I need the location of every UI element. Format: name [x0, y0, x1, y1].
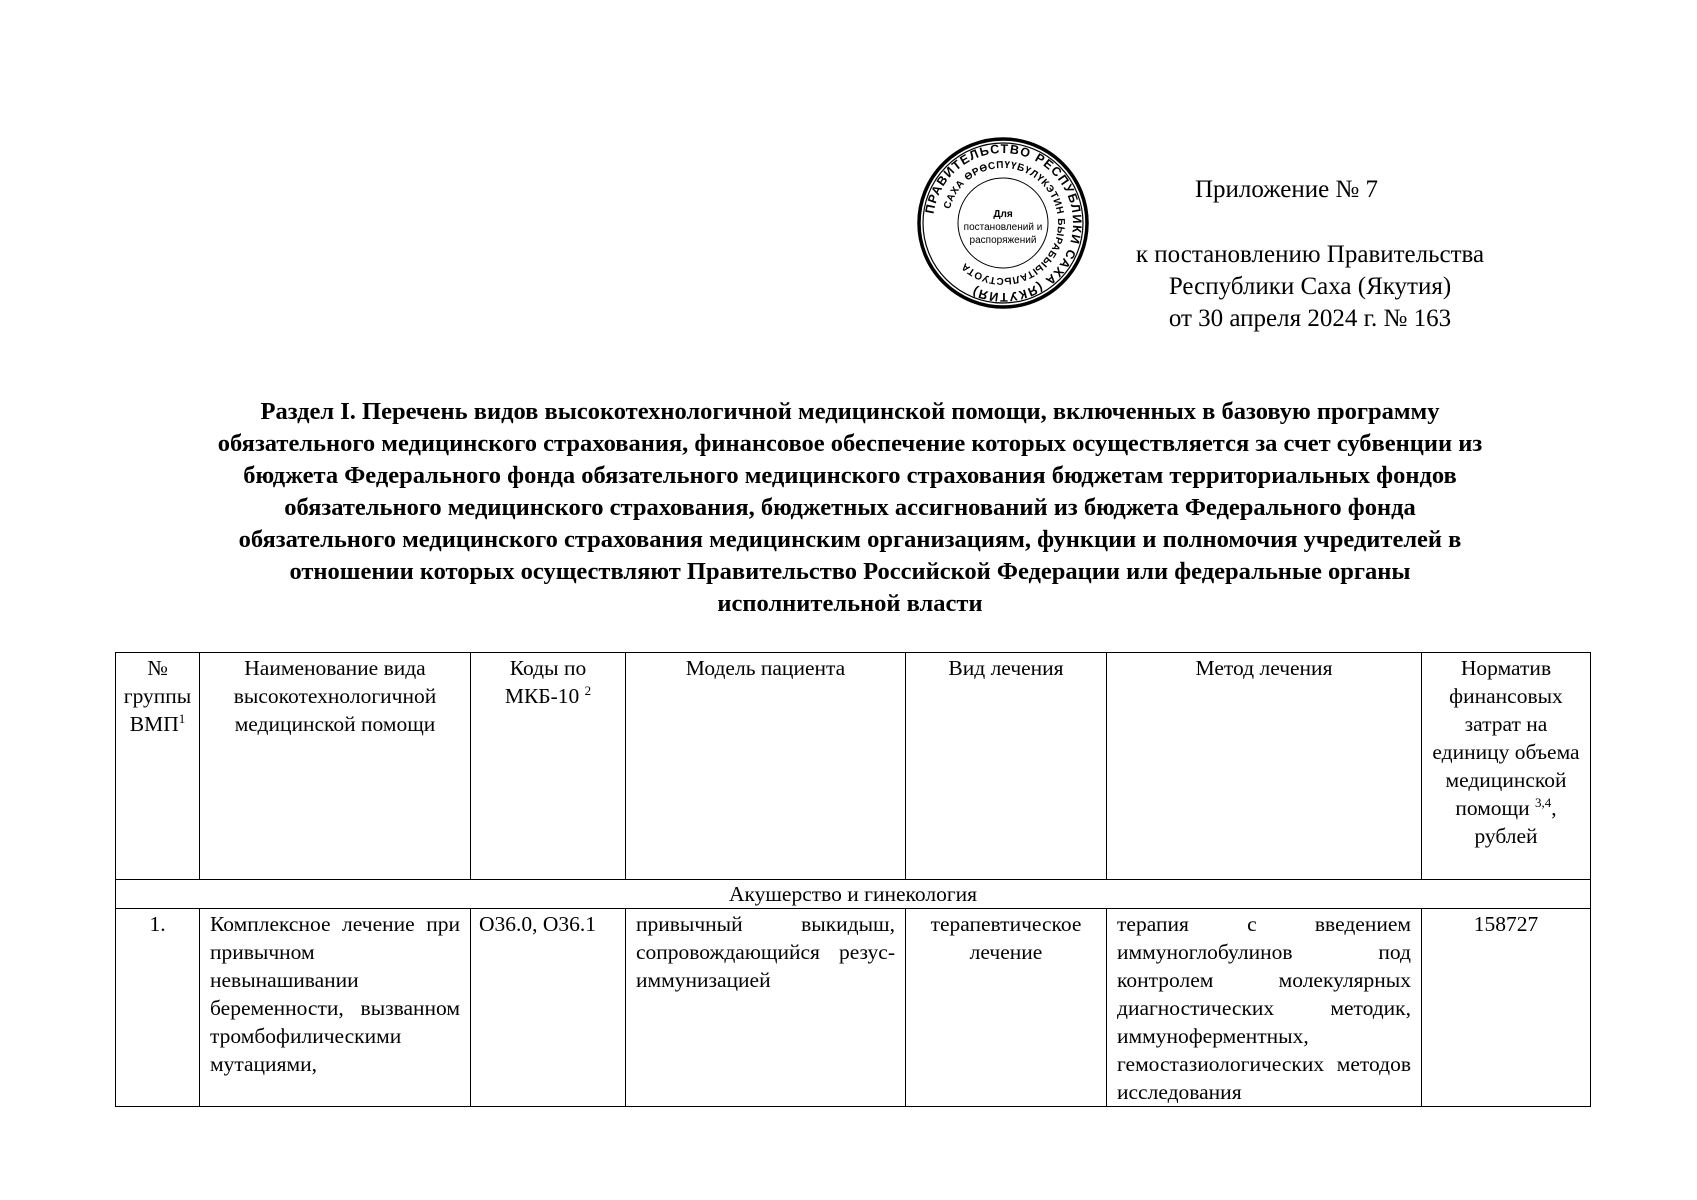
section-title-line: Раздел I. Перечень видов высокотехнологичной медицинской помощи, включенных в базовую программу: [260, 398, 1440, 425]
header-treatment-method: Метод лечения: [1107, 653, 1422, 880]
appendix-government-line: Республики Саха (Якутия): [1168, 273, 1452, 300]
header-codes: Коды по МКБ-10 $^2$: [471, 653, 626, 880]
appendix-decree-line: к постановлению Правительства: [1135, 241, 1485, 268]
header-group-no: № группы ВМП$^1$: [116, 653, 200, 880]
seal-center-line-2: постановлений и: [963, 222, 1043, 233]
official-seal: [917, 137, 1089, 309]
cell-patient-model: привычный выкидыш, сопровождающийся резус-иммунизацией: [626, 909, 906, 1107]
seal-inner-text: САХА ӨРӨСПҮҮБҮЛҮКЭТИН БЫРАБЫЫТАЛЬСТУОТА: [941, 159, 1067, 287]
header-norm: Норматив финансовых затрат на единицу объема медицинской помощи $^{3,4}$, рублей: [1422, 653, 1591, 880]
header-treatment-type: Вид лечения: [906, 653, 1107, 880]
section-title-line: обязательного медицинского страхования, бюджетных ассигнований из бюджета Федерального фонда: [284, 494, 1416, 521]
seal-outer-text: ПРАВИТЕЛЬСТВО РЕСПУБЛИКИ САХА (ЯКУТИЯ): [922, 141, 1085, 305]
header-patient-model: Модель пациента: [626, 653, 906, 880]
section-title: [110, 396, 1590, 620]
cell-no: 1.: [116, 909, 200, 1107]
seal-center-line-1: Для: [993, 209, 1013, 220]
appendix-date-line: от 30 апреля 2024 г. № 163: [1168, 305, 1452, 332]
hmc-table: [115, 652, 1591, 1107]
table-row: [116, 909, 1591, 1107]
section-title-line: исполнительной власти: [717, 590, 983, 617]
table-header-row: [116, 653, 1591, 880]
table-section-row: [116, 880, 1591, 909]
section-title-line: обязательного медицинского страхования медицинским организациям, функции и полномочия учредителей в: [238, 526, 1462, 553]
cell-codes: O36.0, O36.1: [471, 909, 626, 1107]
section-title-line: обязательного медицинского страхования, финансовое обеспечение которых осуществляется за счет субвенции из: [217, 430, 1483, 457]
cell-name: Комплексное лечение при привычном невынашивании беременности, вызванном тромбофилическими мутациями,: [200, 909, 471, 1107]
seal-center-line-3: распоряжений: [969, 235, 1037, 246]
cell-treatment-method: терапия с введением иммуноглобулинов под контролем молекулярных диагностических методик, иммуноферментных, гемостазиологических методов исследования: [1107, 909, 1422, 1107]
appendix-title: Приложение № 7: [1195, 176, 1379, 203]
cell-treatment-type: терапевтическое лечение: [906, 909, 1107, 1107]
section-title-line: бюджета Федерального фонда обязательного медицинского страхования бюджетам территориальных фондов: [243, 462, 1457, 489]
section-title-line: отношении которых осуществляют Правительство Российской Федерации или федеральные органы: [289, 558, 1411, 585]
seal-graphic: [917, 137, 1089, 309]
section-row-label: Акушерство и гинекология: [116, 880, 1591, 909]
header-name: Наименование вида высокотехнологичной медицинской помощи: [200, 653, 471, 880]
cell-norm: 158727: [1422, 909, 1591, 1107]
